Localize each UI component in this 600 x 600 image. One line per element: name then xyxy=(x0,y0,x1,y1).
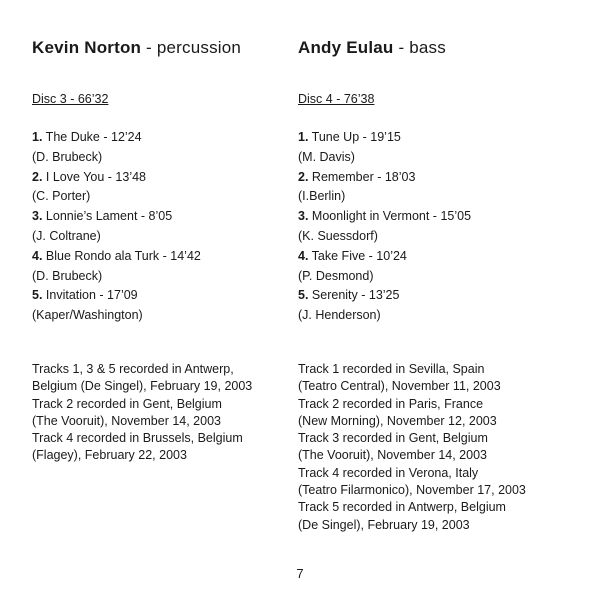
track-composer: (P. Desmond) xyxy=(298,268,374,283)
recording-note-line: Track 2 recorded in Paris, France xyxy=(298,396,484,411)
track-number: 3. xyxy=(298,209,309,224)
track-composer: (J. Henderson) xyxy=(298,308,381,323)
recording-note-line: Belgium (De Singel), February 19, 2003 xyxy=(32,379,253,394)
musician-name: Andy Eulau xyxy=(298,38,394,57)
disc-label: Disc 4 - 76’38 xyxy=(298,92,375,106)
recording-notes xyxy=(298,361,526,534)
track-title xyxy=(298,207,471,227)
track-number: 4. xyxy=(32,248,43,263)
track-title xyxy=(298,286,471,306)
recording-note-line: Track 3 recorded in Gent, Belgium xyxy=(298,431,488,446)
track-number: 2. xyxy=(298,169,309,184)
track-composer: (M. Davis) xyxy=(298,149,355,164)
track-composer: (D. Brubeck) xyxy=(32,149,103,164)
track-number: 2. xyxy=(32,169,43,184)
recording-note-line: Track 4 recorded in Verona, Italy xyxy=(298,465,479,480)
track-composer: (I.Berlin) xyxy=(298,189,346,204)
track-composer: (C. Porter) xyxy=(32,189,91,204)
track-title-text: Serenity - 13’25 xyxy=(308,288,400,303)
musician-heading-right xyxy=(298,38,446,58)
musician-name: Kevin Norton xyxy=(32,38,142,57)
track-title-text: I Love You - 13’48 xyxy=(42,169,146,184)
recording-note-line: (De Singel), February 19, 2003 xyxy=(298,517,470,532)
track-title-text: Moonlight in Vermont - 15’05 xyxy=(308,209,472,224)
track-title xyxy=(298,247,471,267)
track-number: 5. xyxy=(298,288,309,303)
track-title xyxy=(298,128,471,148)
track-title-text: Blue Rondo ala Turk - 14’42 xyxy=(42,248,201,263)
track-title xyxy=(298,168,471,188)
track-title-text: Take Five - 10’24 xyxy=(308,248,407,263)
track-number: 1. xyxy=(32,130,43,144)
recording-note-line: Track 5 recorded in Antwerp, Belgium xyxy=(298,500,506,515)
track-composer: (D. Brubeck) xyxy=(32,268,103,283)
track-title xyxy=(32,207,201,227)
musician-heading-left xyxy=(32,38,241,58)
musician-separator: - xyxy=(141,38,157,57)
track-title-text: Lonnie’s Lament - 8’05 xyxy=(42,209,173,224)
recording-note-line: (Teatro Filarmonico), November 17, 2003 xyxy=(298,483,526,498)
recording-note-line: Track 4 recorded in Brussels, Belgium xyxy=(32,431,243,446)
musician-role: bass xyxy=(409,38,446,57)
recording-note-line: (New Morning), November 12, 2003 xyxy=(298,413,497,428)
track-title-text: Tune Up - 19’15 xyxy=(308,130,401,144)
track-list xyxy=(298,128,471,326)
recording-note-line: Track 1 recorded in Sevilla, Spain xyxy=(298,362,485,376)
musician-role: percussion xyxy=(156,38,242,57)
page-number: 7 xyxy=(296,566,304,581)
track-title-text: Remember - 18’03 xyxy=(308,169,416,184)
track-title-text: The Duke - 12’24 xyxy=(42,130,142,144)
track-title xyxy=(32,247,201,267)
disc-label: Disc 3 - 66’32 xyxy=(32,92,109,106)
track-title xyxy=(32,286,201,306)
recording-note-line: Track 2 recorded in Gent, Belgium xyxy=(32,396,222,411)
recording-note-line: (Teatro Central), November 11, 2003 xyxy=(298,379,501,394)
track-number: 5. xyxy=(32,288,43,303)
track-number: 3. xyxy=(32,209,43,224)
recording-note-line: Tracks 1, 3 & 5 recorded in Antwerp, xyxy=(32,362,234,376)
recording-note-line: (Flagey), February 22, 2003 xyxy=(32,448,187,463)
track-composer: (K. Suessdorf) xyxy=(298,228,378,243)
recording-notes xyxy=(32,361,252,465)
track-title-text: Invitation - 17’09 xyxy=(42,288,138,303)
track-number: 1. xyxy=(298,130,309,144)
track-composer: (Kaper/Washington) xyxy=(32,308,143,323)
track-title xyxy=(32,168,201,188)
recording-note-line: (The Vooruit), November 14, 2003 xyxy=(298,448,487,463)
musician-separator: - xyxy=(393,38,410,57)
track-title xyxy=(32,128,201,148)
track-number: 4. xyxy=(298,248,309,263)
track-list xyxy=(32,128,201,326)
track-composer: (J. Coltrane) xyxy=(32,228,101,243)
recording-note-line: (The Vooruit), November 14, 2003 xyxy=(32,413,221,428)
